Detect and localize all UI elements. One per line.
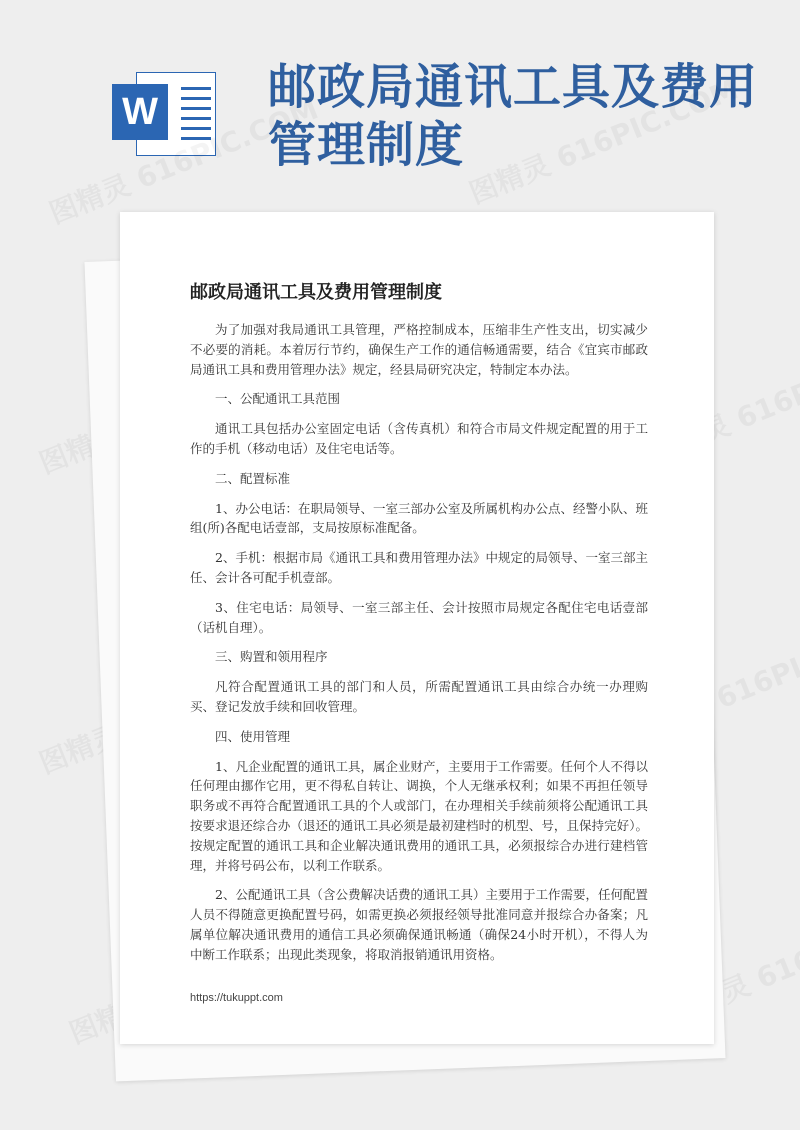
paragraph: 2、公配通讯工具（含公费解决话费的通讯工具）主要用于工作需要，任何配置人员不得随意更换配置号码，如需更换必须报经领导批准同意并报综合办备案；凡属单位解决通讯费用的通信工具必须确保通讯畅通（确保24小时开机），不得人为中断工作联系；出现此类现象，将取消报销通讯用资格。 [190,887,648,962]
paragraph: 3、住宅电话：局领导、一室三部主任、会计按照市局规定各配住宅电话壹部（话机自理）。 [190,599,648,635]
paragraph: 1、办公电话：在职局领导、一室三部办公室及所属机构办公点、经警小队、班组(所)各配电话壹部，支局按原标准配备。 [190,500,648,536]
section-heading: 三、购置和领用程序 [215,649,328,665]
section-heading: 一、公配通讯工具范围 [215,391,341,407]
header [0,0,800,200]
paragraph: 通讯工具包括办公室固定电话（含传真机）和符合市局文件规定配置的用于工作的手机（移动电话）及住宅电话等。 [190,421,648,456]
paragraph: 2、手机：根据市局《通讯工具和费用管理办法》中规定的局领导、一室三部主任、会计各可配手机壹部。 [190,550,648,585]
header-title: 邮政局通讯工具及费用管理制度 [268,59,759,173]
word-badge: W [112,84,168,140]
paragraph: 为了加强对我局通讯工具管理，严格控制成本，压缩非生产性支出，切实减少不必要的消耗。本着厉行节约，确保生产工作的通信畅通需要，结合《宜宾市邮政局通讯工具和费用管理办法》规定，经县局研究决定，特制定本办法。 [190,322,648,377]
paragraph: 1、凡企业配置的通讯工具，属企业财产，主要用于工作需要。任何个人不得以任何理由挪作它用，更不得私自转让、调换，个人无继承权利；如果不再担任领导职务或不再符合配置通讯工具的个人或部门，在办理相关手续前须将公配通讯工具按要求退还综合办（退还的通讯工具必须是最初建档时的机型、号，且保持完好）。按规定配置的通讯工具和企业解决通讯费用的通讯工具，必须报综合办进行建档管理，并将号码公布，以利工作联系。 [190,758,648,873]
word-icon [112,66,216,158]
section-heading: 四、使用管理 [215,728,291,744]
section-heading: 二、配置标准 [215,470,291,486]
document-page [120,212,714,1044]
document-title: 邮政局通讯工具及费用管理制度 [190,282,442,303]
paragraph: 凡符合配置通讯工具的部门和人员，所需配置通讯工具由综合办统一办理购买、登记发放手续和回收管理。 [190,679,648,714]
footer-url[interactable]: https://tukuppt.com [190,992,283,1004]
document-body [190,320,648,975]
